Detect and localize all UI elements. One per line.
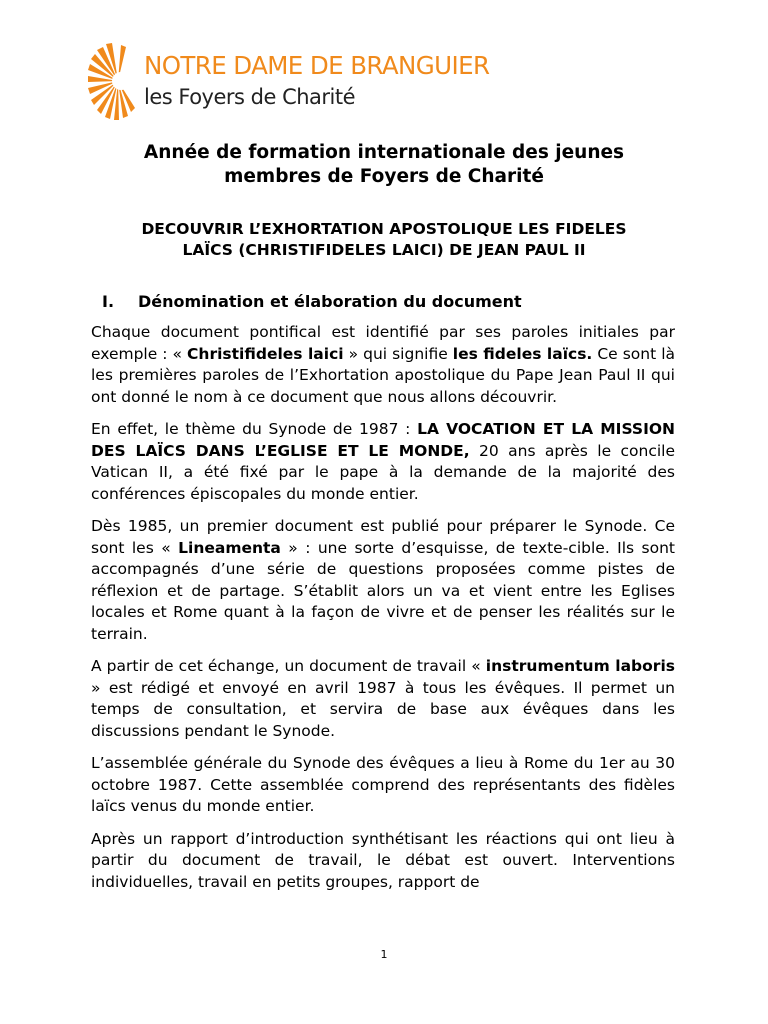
- bold-text-run: LA VOCATION ET LA MISSION DES LAÏCS DANS L’EGLISE ET LE MONDE,: [91, 420, 675, 460]
- text-run: 20 ans après le concile Vatican II, a été fixé par le pape à la demande de la majorité des conférences épiscopales du monde entier.: [91, 441, 675, 503]
- section-number: I.: [102, 292, 115, 311]
- text-run: » est rédigé et envoyé en avril 1987 à tous les évêques. Il permet un temps de consultation, et servira de base aux évêques dans les discussions pendant le Synode.: [91, 678, 675, 740]
- text-run: En effet, le thème du Synode de 1987 :: [91, 420, 418, 438]
- text-run: Ce sont là les premières paroles de l’Exhortation apostolique du Pape Jean Paul II qui ont donné le nom à ce document que nous allons découvrir.: [91, 344, 676, 406]
- document-title-line: Année de formation internationale des jeunes: [143, 142, 625, 163]
- bold-text-run: Lineamenta: [178, 538, 281, 557]
- page-number: 1: [380, 948, 388, 961]
- paragraph: [91, 753, 675, 818]
- text-run: Chaque document pontifical est identifié par ses paroles initiales par exemple : «: [91, 323, 675, 363]
- organization-logo: [88, 42, 488, 122]
- text-run: A partir de cet échange, un document de travail «: [91, 657, 486, 675]
- section-title: Dénomination et élaboration du document: [138, 292, 522, 311]
- text-run: Après un rapport d’introduction synthétisant les réactions qui ont lieu à partir du document de travail, le débat est ouvert. Interventions individuelles, travail en petits groupes, rapport de: [91, 829, 675, 891]
- paragraph: [91, 516, 675, 645]
- sunburst-logo-icon: [88, 42, 136, 120]
- paragraph: [91, 419, 675, 505]
- bold-text-run: instrumentum laboris: [485, 657, 675, 675]
- paragraph: [91, 656, 675, 742]
- section-heading: [102, 291, 522, 313]
- bold-text-run: les fideles laïcs.: [452, 344, 593, 363]
- document-title-line: membres de Foyers de Charité: [224, 166, 544, 187]
- document-subtitle: [90, 219, 678, 261]
- bold-text-run: Christifideles laici: [187, 344, 344, 363]
- document-title: [90, 141, 678, 189]
- paragraph: [91, 322, 675, 408]
- text-run: L’assemblée générale du Synode des évêques a lieu à Rome du 1er au 30 octobre 1987. Cette assemblée comprend des représentants des fidèles laïcs venus du monde entier.: [91, 754, 675, 815]
- document-subtitle-line: LAÏCS (CHRISTIFIDELES LAICI) DE JEAN PAUL II: [182, 241, 586, 259]
- body-text: [91, 322, 675, 904]
- organization-subtitle: les Foyers de Charité: [144, 85, 356, 109]
- organization-name: NOTRE DAME DE BRANGUIER: [144, 51, 490, 80]
- text-run: » qui signifie: [343, 344, 453, 363]
- paragraph: [91, 829, 675, 894]
- document-subtitle-line: DECOUVRIR L’EXHORTATION APOSTOLIQUE LES FIDELES: [141, 220, 627, 238]
- text-run: » : une sorte d’esquisse, de texte-cible. Ils sont accompagnés d’une série de questions proposées comme pistes de réflexion et de partage. S’établit alors un va et vient entre les Eglises locales et Rome quant à la façon de vivre et de penser les réalités sur le terrain.: [91, 538, 675, 643]
- text-run: Dès 1985, un premier document est publié pour préparer le Synode. Ce sont les «: [91, 517, 675, 557]
